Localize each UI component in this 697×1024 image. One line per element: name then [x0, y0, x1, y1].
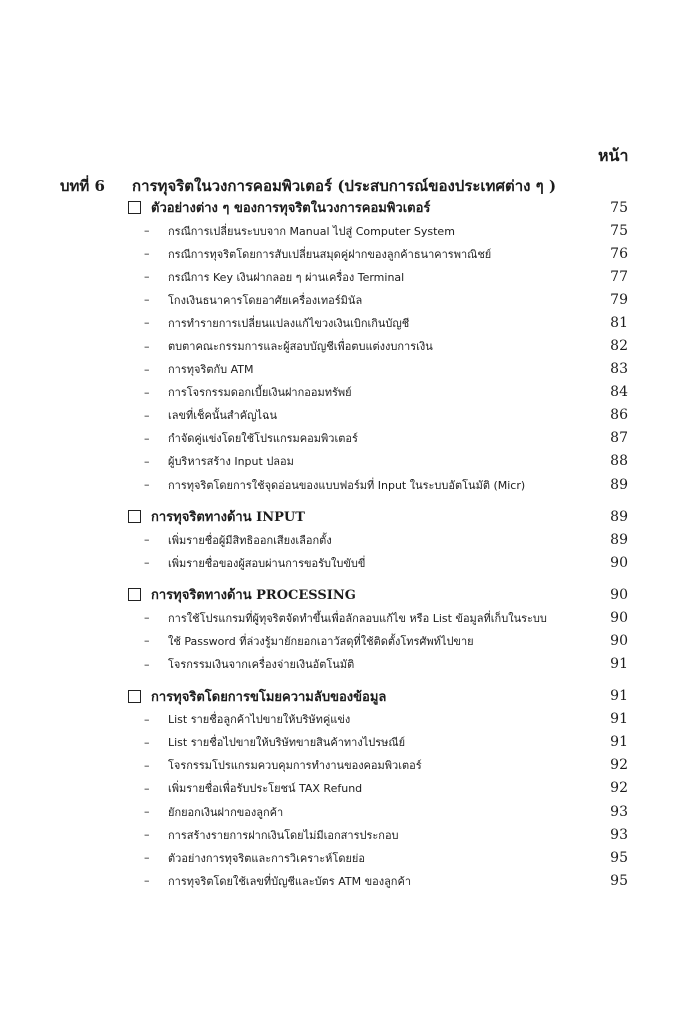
toc-entry [128, 708, 628, 731]
toc-section [128, 685, 628, 893]
checkbox-icon [128, 201, 141, 214]
toc-entry [128, 869, 628, 892]
entry-title: การทุจริตกับ ATM [168, 363, 254, 377]
dash-bullet-icon: – [144, 712, 150, 726]
entry-page-number: 86 [610, 407, 628, 424]
entry-title: กรณีการทุจริตโดยการสับเปลี่ยนสมุดคู่ฝากของลูกค้าธนาคารพาณิชย์ [168, 247, 492, 261]
entry-title: กรณีการเปลี่ยนระบบจาก Manual ไปสู่ Computer System [168, 224, 455, 238]
toc-section [128, 196, 628, 496]
toc-entry [128, 551, 628, 574]
entry-page-number: 77 [610, 268, 628, 285]
entry-page-number: 75 [610, 222, 628, 239]
dash-bullet-icon: – [144, 270, 150, 284]
entry-title: เพิ่มรายชื่อเพื่อรับประโยชน์ TAX Refund [168, 782, 363, 796]
entry-title: การทุจริตโดยใช้เลขที่บัญชีและบัตร ATM ของลูกค้า [168, 874, 411, 888]
entry-page-number: 90 [610, 609, 628, 626]
dash-bullet-icon: – [144, 362, 150, 376]
dash-bullet-icon: – [144, 224, 150, 238]
toc-entry [128, 473, 628, 496]
entry-title: List รายชื่อลูกค้าไปขายให้บริษัทคู่แข่ง [168, 713, 351, 727]
toc-entry [128, 846, 628, 869]
toc-entry [128, 358, 628, 381]
entry-page-number: 95 [610, 872, 628, 889]
entry-title: ตัวอย่างการทุจริตและการวิเคราะห์โดยย่อ [168, 851, 365, 865]
section-page-number: 89 [610, 508, 628, 525]
dash-bullet-icon: – [144, 805, 150, 819]
toc-entry [128, 219, 628, 242]
dash-bullet-icon: – [144, 431, 150, 445]
toc-entry [128, 777, 628, 800]
chapter-title: การทุจริตในวงการคอมพิวเตอร์ (ประสบการณ์ของประเทศต่าง ๆ ) [132, 177, 557, 195]
entry-title: List รายชื่อไปขายให้บริษัทขายสินค้าทางไปรษณีย์ [168, 736, 406, 750]
entry-page-number: 88 [610, 453, 628, 470]
entry-title: ยักยอกเงินฝากของลูกค้า [168, 805, 284, 819]
entry-page-number: 92 [610, 780, 628, 797]
toc-entry [128, 381, 628, 404]
table-of-contents [128, 196, 628, 892]
entry-title: ตบตาคณะกรรมการและผู้สอบบัญชีเพื่อตบแต่งงบการเงิน [168, 340, 433, 354]
entry-title: เพิ่มรายชื่อของผู้สอบผ่านการขอรับใบขับขี่ [168, 556, 366, 570]
entry-title: เลขที่เช็คนั้นสำคัญไฉน [168, 409, 278, 423]
section-page-number: 91 [610, 688, 628, 705]
section-heading [128, 505, 628, 528]
entry-page-number: 90 [610, 632, 628, 649]
entry-page-number: 91 [610, 734, 628, 751]
entry-page-number: 93 [610, 803, 628, 820]
toc-entry [128, 731, 628, 754]
entry-title: การใช้โปรแกรมที่ผู้ทุจริตจัดทำขึ้นเพื่อลักลอบแก้ไข หรือ List ข้อมูลที่เก็บในระบบ [168, 611, 547, 625]
dash-bullet-icon: – [144, 874, 150, 888]
dash-bullet-icon: – [144, 611, 150, 625]
toc-entry [128, 311, 628, 334]
section-page-number: 90 [610, 586, 628, 603]
entry-page-number: 82 [610, 338, 628, 355]
checkbox-icon [128, 690, 141, 703]
section-page-number: 75 [610, 199, 628, 216]
toc-entry [128, 288, 628, 311]
dash-bullet-icon: – [144, 851, 150, 865]
section-title: ตัวอย่างต่าง ๆ ของการทุจริตในวงการคอมพิวเตอร์ [151, 201, 431, 216]
dash-bullet-icon: – [144, 408, 150, 422]
toc-entry [128, 629, 628, 652]
entry-title: เพิ่มรายชื่อผู้มีสิทธิออกเสียงเลือกตั้ง [168, 533, 332, 547]
dash-bullet-icon: – [144, 478, 150, 492]
section-heading [128, 196, 628, 219]
entry-page-number: 79 [610, 291, 628, 308]
entry-page-number: 90 [610, 554, 628, 571]
toc-entry [128, 606, 628, 629]
entry-title: การโจรกรรมดอกเบี้ยเงินฝากออมทรัพย์ [168, 386, 352, 400]
section-heading [128, 685, 628, 708]
entry-title: กรณีการ Key เงินฝากลอย ๆ ผ่านเครื่อง Terminal [168, 270, 405, 284]
toc-entry [128, 528, 628, 551]
entry-page-number: 76 [610, 245, 628, 262]
entry-page-number: 83 [610, 361, 628, 378]
dash-bullet-icon: – [144, 247, 150, 261]
dash-bullet-icon: – [144, 533, 150, 547]
toc-entry [128, 334, 628, 357]
toc-entry [128, 450, 628, 473]
page-column-label: หน้า [598, 146, 629, 165]
entry-title: ใช้ Password ที่ล่วงรู้มายักยอกเอาวัสดุที่ใช้ติดตั้งโทรศัพท์ไปขาย [168, 634, 474, 648]
entry-page-number: 91 [610, 656, 628, 673]
entry-page-number: 89 [610, 476, 628, 493]
checkbox-icon [128, 588, 141, 601]
entry-page-number: 84 [610, 384, 628, 401]
toc-section [128, 505, 628, 574]
entry-page-number: 92 [610, 757, 628, 774]
entry-title: โจรกรรมเงินจากเครื่องจ่ายเงินอัตโนมัติ [168, 658, 355, 672]
entry-page-number: 95 [610, 849, 628, 866]
entry-title: โจรกรรมโปรแกรมควบคุมการทำงานของคอมพิวเตอร์ [168, 759, 422, 773]
toc-entry [128, 265, 628, 288]
chapter-number: บทที่ 6 [60, 177, 105, 195]
section-heading [128, 583, 628, 606]
toc-section [128, 583, 628, 675]
dash-bullet-icon: – [144, 781, 150, 795]
dash-bullet-icon: – [144, 316, 150, 330]
entry-page-number: 81 [610, 314, 628, 331]
entry-page-number: 89 [610, 531, 628, 548]
dash-bullet-icon: – [144, 293, 150, 307]
entry-title: ผู้บริหารสร้าง Input ปลอม [168, 455, 294, 469]
section-title: การทุจริตทางด้าน INPUT [151, 510, 305, 526]
toc-entry [128, 754, 628, 777]
section-title: การทุจริตโดยการขโมยความลับของข้อมูล [151, 689, 387, 705]
entry-title: กำจัดคู่แข่งโดยใช้โปรแกรมคอมพิวเตอร์ [168, 432, 358, 446]
chapter-heading [60, 174, 660, 198]
checkbox-icon [128, 510, 141, 523]
entry-page-number: 91 [610, 711, 628, 728]
dash-bullet-icon: – [144, 385, 150, 399]
dash-bullet-icon: – [144, 556, 150, 570]
dash-bullet-icon: – [144, 454, 150, 468]
dash-bullet-icon: – [144, 735, 150, 749]
entry-page-number: 87 [610, 430, 628, 447]
dash-bullet-icon: – [144, 339, 150, 353]
section-title: การทุจริตทางด้าน PROCESSING [151, 588, 356, 604]
entry-title: การทำรายการเปลี่ยนแปลงแก้ไขวงเงินเบิกเกินบัญชี [168, 316, 410, 330]
toc-entry [128, 427, 628, 450]
toc-entry [128, 800, 628, 823]
entry-title: โกงเงินธนาคารโดยอาศัยเครื่องเทอร์มินัล [168, 293, 363, 307]
dash-bullet-icon: – [144, 758, 150, 772]
toc-entry [128, 653, 628, 676]
dash-bullet-icon: – [144, 828, 150, 842]
toc-entry [128, 404, 628, 427]
toc-entry [128, 242, 628, 265]
dash-bullet-icon: – [144, 657, 150, 671]
entry-title: การทุจริตโดยการใช้จุดอ่อนของแบบฟอร์มที่ Input ในระบบอัตโนมัติ (Micr) [168, 478, 526, 492]
entry-title: การสร้างรายการฝากเงินโดยไม่มีเอกสารประกอบ [168, 828, 399, 842]
dash-bullet-icon: – [144, 634, 150, 648]
entry-page-number: 93 [610, 826, 628, 843]
toc-entry [128, 823, 628, 846]
